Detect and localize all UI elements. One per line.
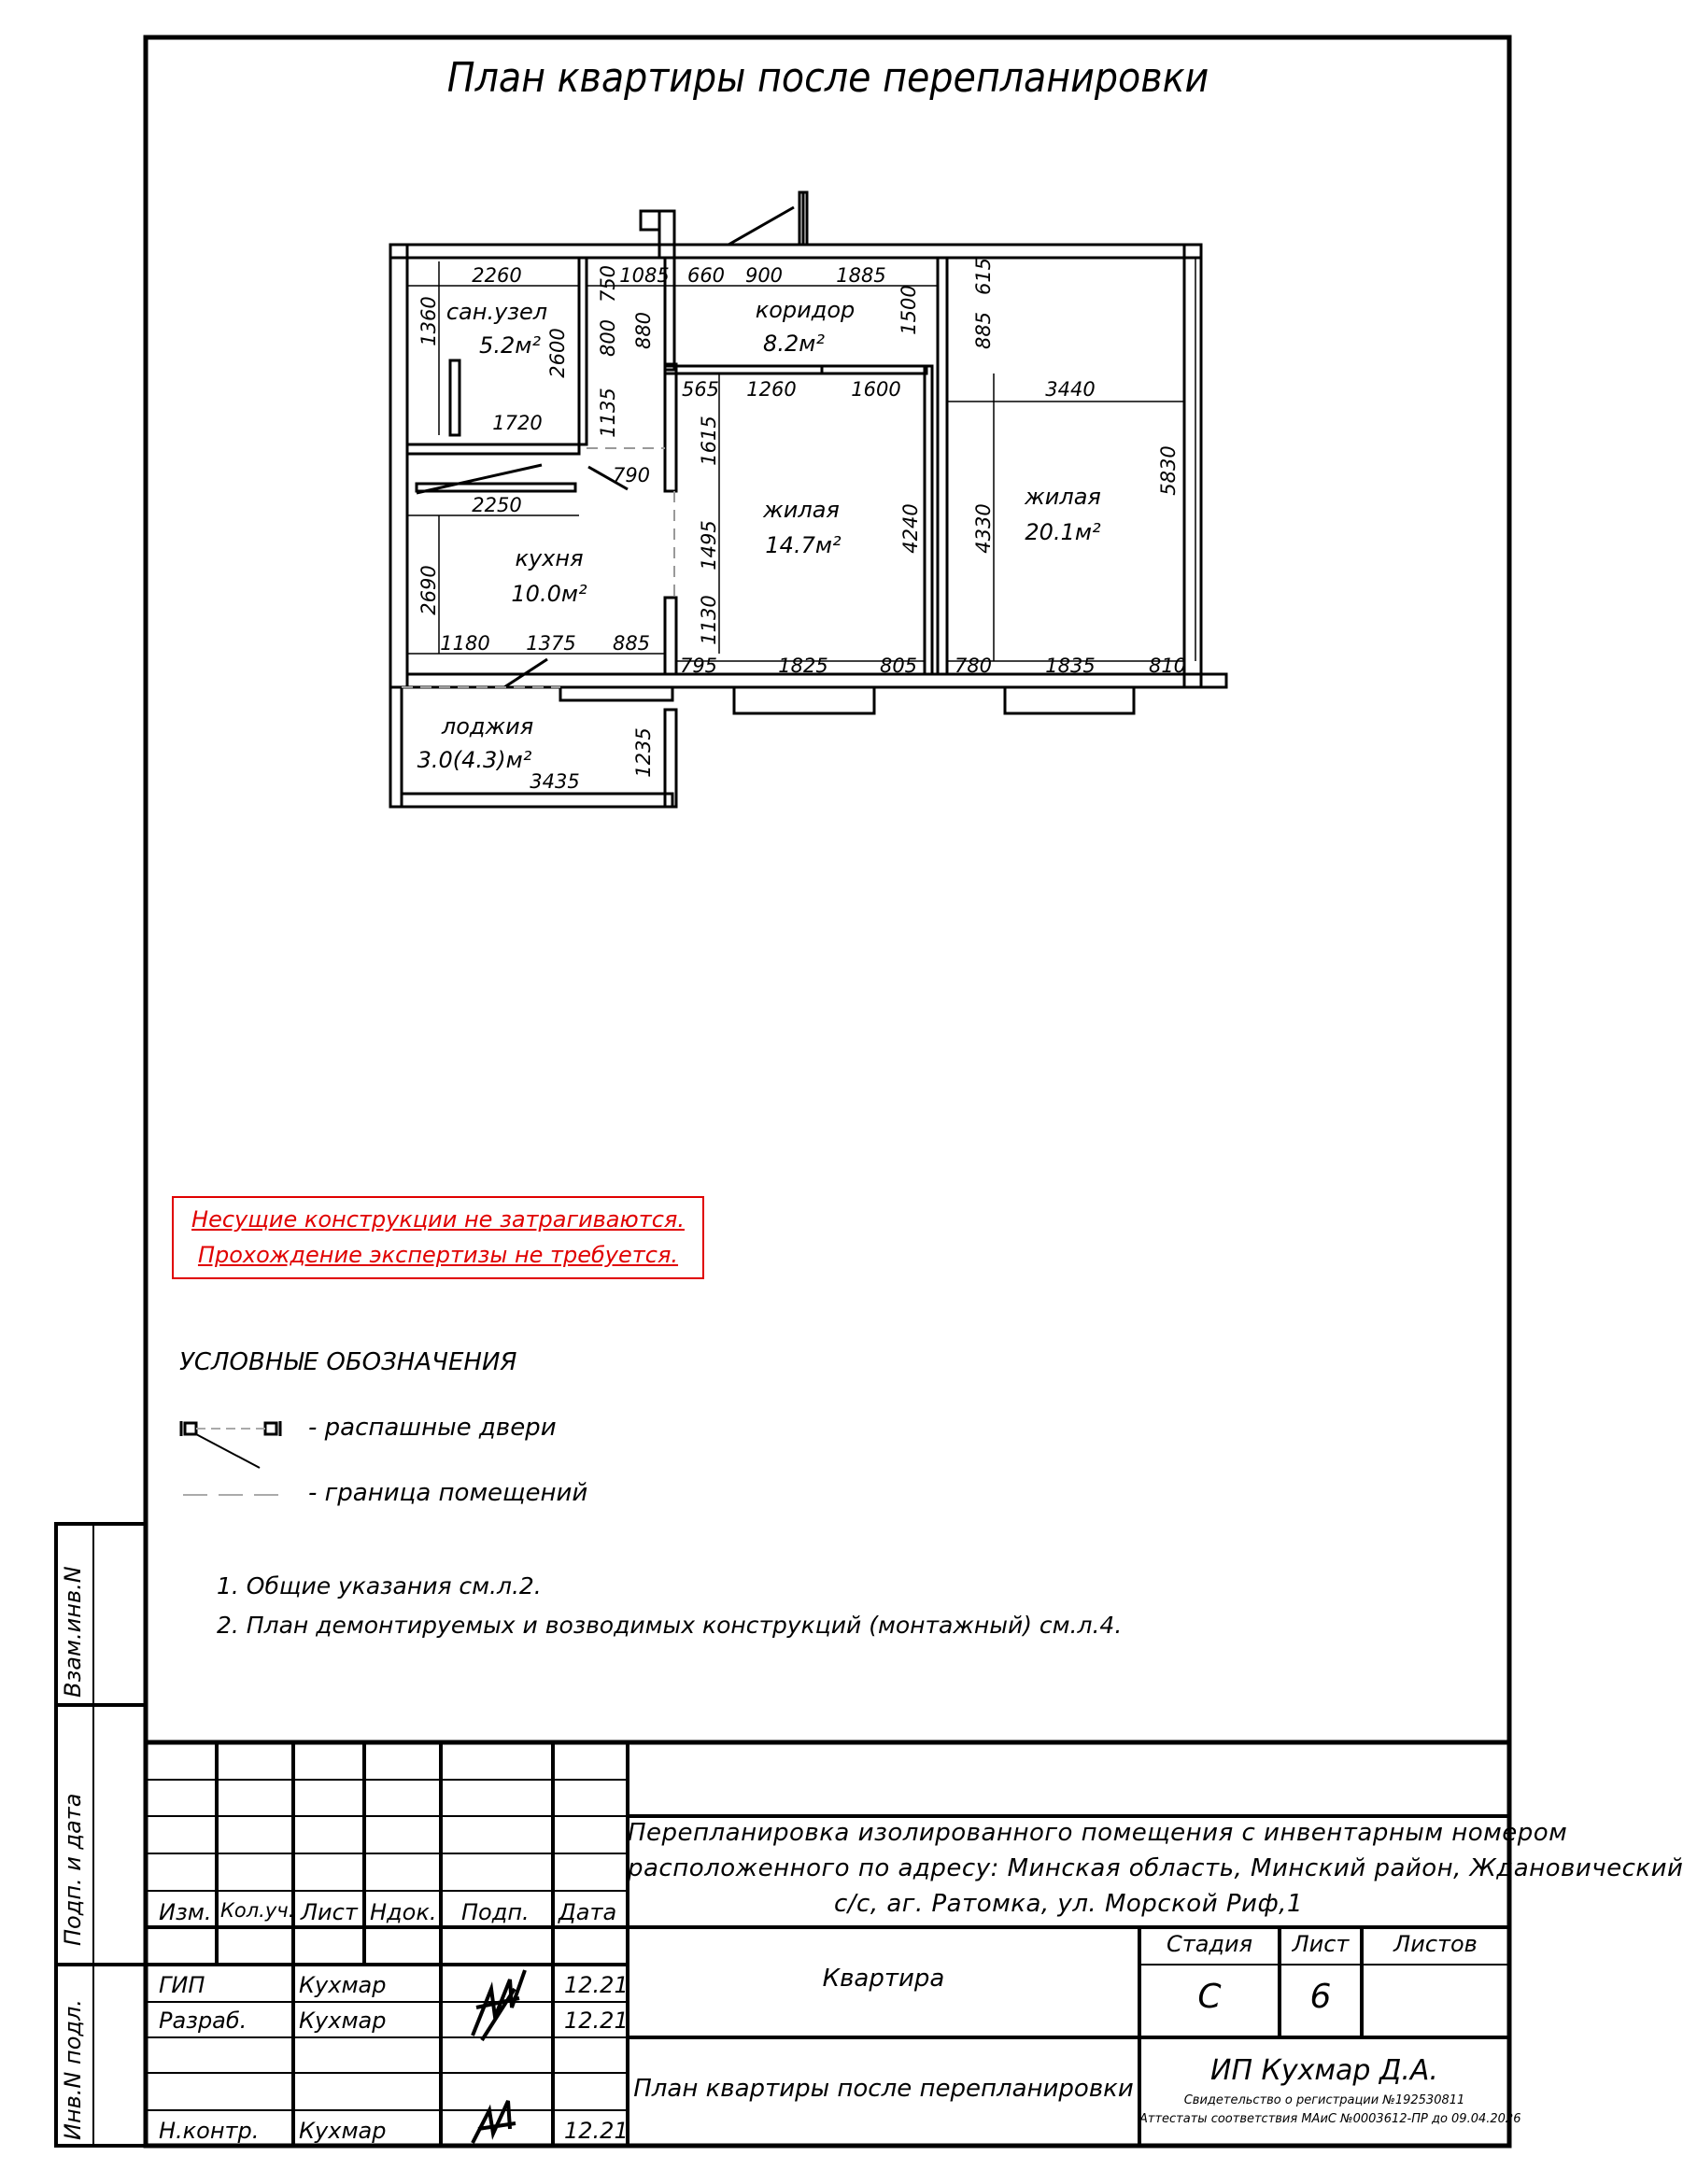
tb-name: Кухмар: [299, 1972, 387, 1998]
dim: 885: [612, 632, 651, 655]
tb-header-izm: Изм.: [159, 1899, 212, 1925]
tb-cert-2: Аттестаты соответствия МАиС №0003612-ПР до 09.04.2026: [1139, 2112, 1521, 2126]
dim: 810: [1148, 655, 1187, 677]
tb-project-line3: с/с, аг. Ратомка, ул. Морской Риф,1: [833, 1890, 1303, 1918]
outer-wall-left: [390, 245, 407, 687]
floor-plan: [0, 0, 1544, 840]
note-item: 2. План демонтируемых и возводимых конструкций (монтажный) см.л.4.: [217, 1612, 1123, 1639]
tb-project-line1: Перепланировка изолированного помещения с инвентарным номером: [628, 1819, 1568, 1847]
dim: 1825: [778, 655, 828, 677]
dim: 5830: [1157, 445, 1180, 496]
tb-cert-1: Свидетельство о регистрации №192530811: [1183, 2093, 1465, 2107]
room-area-living1: 14.7м²: [765, 532, 842, 558]
dim: 780: [954, 655, 993, 677]
signature-icon: [463, 1952, 538, 2054]
dim: 1085: [619, 264, 670, 287]
dim: 565: [681, 378, 720, 401]
dim: 1600: [851, 378, 901, 401]
tb-header-kol: Кол.уч.: [220, 1899, 295, 1922]
tb-stage-label: Стадия: [1166, 1931, 1253, 1957]
dim: 800: [597, 318, 619, 358]
tb-role: Разраб.: [159, 2008, 248, 2034]
room-name-living1: жилая: [763, 497, 840, 523]
tb-date: 12.21: [564, 2008, 629, 2034]
room-name-loggia: лоджия: [441, 713, 534, 740]
dim: 750: [597, 264, 619, 303]
dim: 2600: [546, 328, 569, 378]
room-area-corridor: 8.2м²: [763, 331, 825, 357]
dim: 1835: [1045, 655, 1096, 677]
room-area-living2: 20.1м²: [1025, 519, 1101, 545]
dim: 1500: [898, 285, 920, 335]
room-name-bathroom: сан.узел: [446, 299, 548, 325]
legend-boundary-label: - граница помещений: [308, 1479, 588, 1507]
stamp-inv-podl: Инв.N подл.: [60, 1999, 86, 2140]
dim: 1495: [698, 520, 720, 571]
dim: 1135: [597, 387, 619, 438]
boundary-legend-icon: [183, 1488, 295, 1501]
dim: 615: [972, 257, 995, 296]
notice-line-1: Несущие конструкции не затрагиваются.: [191, 1206, 685, 1233]
dim: 1130: [698, 595, 720, 645]
tb-sheet-value: 6: [1309, 1978, 1332, 2016]
dim: 3435: [530, 770, 580, 793]
dim: 2250: [472, 494, 522, 516]
tb-role: Н.контр.: [159, 2118, 260, 2144]
dim: 790: [612, 464, 651, 486]
door-legend-icon: [177, 1408, 299, 1473]
note-item: 1. Общие указания см.л.2.: [217, 1572, 542, 1599]
tb-stage-value: С: [1197, 1978, 1222, 2016]
legend-doors-label: - распашные двери: [308, 1414, 557, 1442]
tb-header-data: Дата: [559, 1899, 617, 1925]
dim: 1260: [746, 378, 797, 401]
room-area-loggia: 3.0(4.3)м²: [417, 747, 532, 773]
signature-icon: [463, 2092, 538, 2146]
dim: 880: [632, 311, 655, 350]
tb-header-ndok: Ндок.: [370, 1899, 437, 1925]
tb-date: 12.21: [564, 1972, 629, 1998]
dim: 1720: [492, 412, 543, 434]
dim: 900: [744, 264, 784, 287]
tb-project-line2: расположенного по адресу: Минская область, Минский район, Ждановический: [628, 1854, 1683, 1882]
tb-name: Кухмар: [299, 2118, 387, 2144]
tb-sheets-label: Листов: [1393, 1931, 1478, 1957]
dim: 1360: [417, 296, 440, 346]
outer-wall-top: [390, 245, 1201, 258]
tb-object: Квартира: [822, 1965, 945, 1993]
dim: 2690: [417, 565, 440, 615]
structural-notice: [172, 1196, 704, 1279]
stamp-vzam-inv: Взам.инв.N: [60, 1566, 86, 1698]
dim: 795: [679, 655, 718, 677]
tb-sheet-name: План квартиры после перепланировки: [633, 2075, 1134, 2103]
tb-sheet-label: Лист: [1292, 1931, 1350, 1957]
dim: 1885: [836, 264, 886, 287]
page-title: План квартиры после перепланировки: [446, 54, 1209, 102]
tb-company: ИП Кухмар Д.А.: [1210, 2054, 1438, 2087]
room-name-living2: жилая: [1025, 484, 1101, 510]
tb-name: Кухмар: [299, 2008, 387, 2034]
tb-role: ГИП: [159, 1972, 205, 1998]
dim: 1180: [440, 632, 490, 655]
dim: 805: [879, 655, 918, 677]
dim: 3440: [1045, 378, 1096, 401]
dim: 885: [972, 311, 995, 350]
stamp-podp-data: Подп. и дата: [60, 1793, 86, 1946]
room-area-bathroom: 5.2м²: [479, 332, 541, 359]
notice-line-2: Прохождение экспертизы не требуется.: [197, 1242, 679, 1268]
legend-title: УСЛОВНЫЕ ОБОЗНАЧЕНИЯ: [179, 1348, 517, 1376]
tb-header-podp: Подп.: [461, 1899, 530, 1925]
dim: 4330: [972, 503, 995, 554]
room-name-kitchen: кухня: [515, 545, 584, 571]
dim: 660: [686, 264, 726, 287]
dim: 2260: [472, 264, 522, 287]
dim: 1235: [632, 727, 655, 778]
notes-list: [217, 1567, 1122, 1645]
room-area-kitchen: 10.0м²: [511, 581, 587, 607]
tb-date: 12.21: [564, 2118, 629, 2144]
room-name-corridor: коридор: [755, 297, 856, 323]
dim: 4240: [899, 503, 922, 554]
dim: 1375: [526, 632, 576, 655]
tb-header-list: Лист: [301, 1899, 358, 1925]
dim: 1615: [698, 416, 720, 466]
